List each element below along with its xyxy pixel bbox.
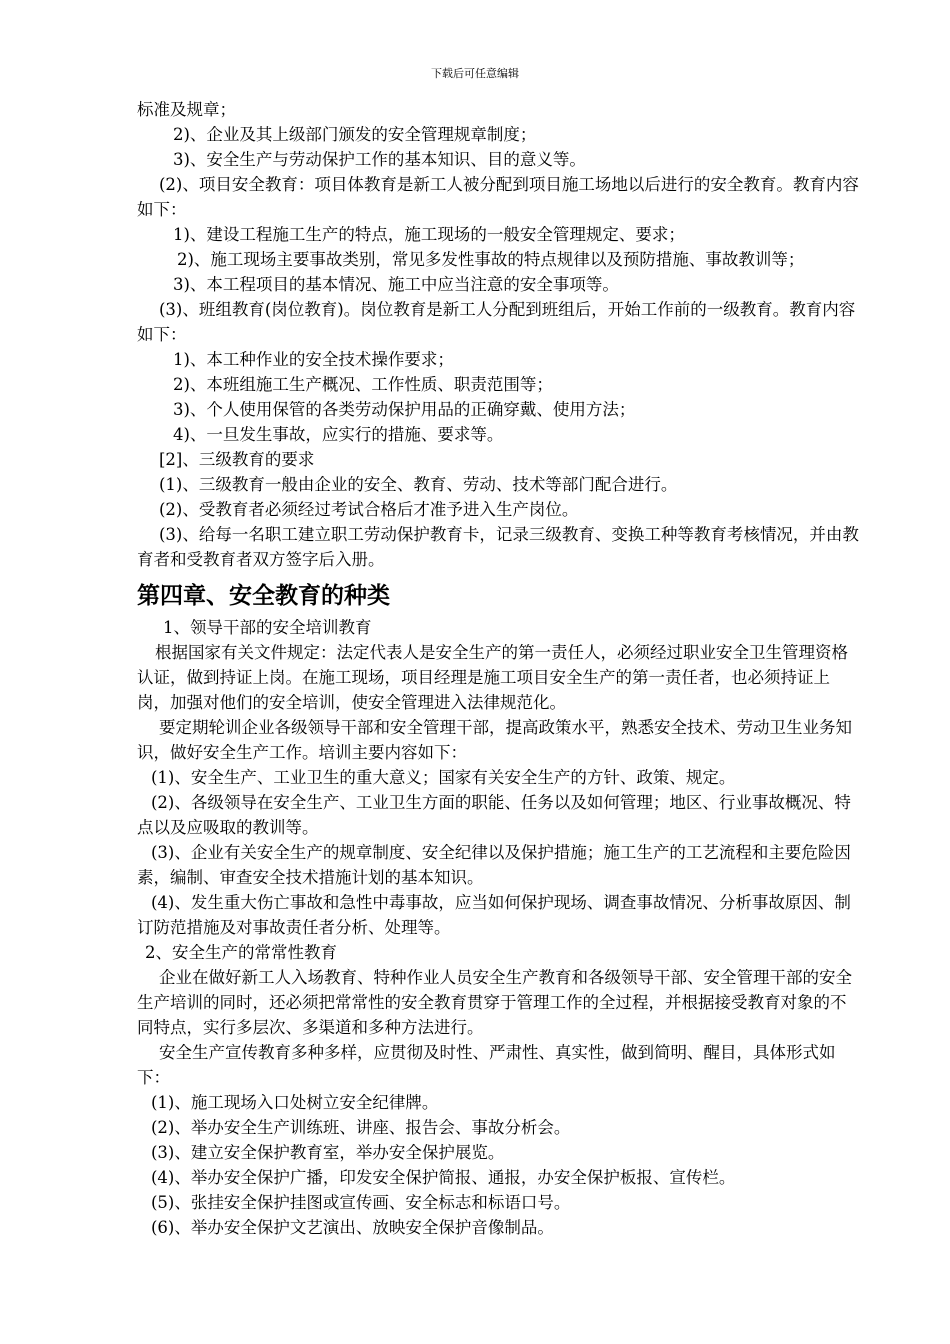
section-subtitle: [2]、三级教育的要求 xyxy=(159,450,315,469)
section-title: 1、领导干部的安全培训教育 xyxy=(163,618,372,637)
paragraph: 根据国家有关文件规定：法定代表人是安全生产的第一责任人，必须经过职业安全卫生管理资格认证，做到持证上岗。在施工现场，项目经理是施工项目安全生产的第一责任者，也必须持证上岗，加强对他们的安全培训，使安全管理进入法律规范化。 xyxy=(137,643,848,712)
list-item: (2)、受教育者必须经过考试合格后才准予进入生产岗位。 xyxy=(159,500,579,519)
chapter-title: 第四章、安全教育的种类 xyxy=(137,583,390,609)
list-item: 2)、企业及其上级部门颁发的安全管理规章制度； xyxy=(173,125,537,144)
list-item: 1)、建设工程施工生产的特点，施工现场的一般安全管理规定、要求； xyxy=(173,225,685,244)
page-header: 下载后可任意编辑 xyxy=(431,67,519,80)
list-item: (6)、举办安全保护文艺演出、放映安全保护音像制品。 xyxy=(151,1218,554,1237)
paragraph-project-education: (2)、项目安全教育：项目体教育是新工人被分配到项目施工场地以后进行的安全教育。教育内容如下： xyxy=(137,175,859,219)
list-item: (4)、举办安全保护广播，印发安全保护简报、通报，办安全保护板报、宣传栏。 xyxy=(151,1168,736,1187)
list-item: (3)、企业有关安全生产的规章制度、安全纪律以及保护措施；施工生产的工艺流程和主要危险因素，编制、审查安全技术措施计划的基本知识。 xyxy=(137,843,851,887)
document-body xyxy=(137,97,862,1240)
list-item: (1)、三级教育一般由企业的安全、教育、劳动、技术等部门配合进行。 xyxy=(159,475,678,494)
paragraph: 要定期轮训企业各级领导干部和安全管理干部，提高政策水平，熟悉安全技术、劳动卫生业务知识，做好安全生产工作。培训主要内容如下： xyxy=(137,718,852,762)
list-item: 1)、本工种作业的安全技术操作要求； xyxy=(173,350,454,369)
list-item: 2)、本班组施工生产概况、工作性质、职责范围等； xyxy=(173,375,553,394)
list-item: (1)、安全生产、工业卫生的重大意义；国家有关安全生产的方针、政策、规定。 xyxy=(151,768,736,787)
list-item: 3)、个人使用保管的各类劳动保护用品的正确穿戴、使用方法； xyxy=(173,400,636,419)
paragraph: 安全生产宣传教育多种多样，应贯彻及时性、严肃性、真实性，做到简明、醒目，具体形式如下： xyxy=(137,1043,836,1087)
list-item: (2)、举办安全生产训练班、讲座、报告会、事故分析会。 xyxy=(151,1118,571,1137)
list-item: (1)、施工现场入口处树立安全纪律牌。 xyxy=(151,1093,439,1112)
section-title: 2、安全生产的常常性教育 xyxy=(145,943,337,962)
text-line: 标准及规章； xyxy=(137,100,236,119)
paragraph: 企业在做好新工人入场教育、特种作业人员安全生产教育和各级领导干部、安全管理干部的安全生产培训的同时，还必须把常常性的安全教育贯穿于管理工作的全过程，并根据接受教育对象的不同特点，实行多层次、多渠道和多种方法进行。 xyxy=(137,968,852,1037)
paragraph-team-education: (3)、班组教育(岗位教育)。岗位教育是新工人分配到班组后，开始工作前的一级教育。教育内容如下： xyxy=(137,300,856,344)
list-item: 4)、一旦发生事故，应实行的措施、要求等。 xyxy=(173,425,504,444)
list-item: 2)、施工现场主要事故类别，常见多发性事故的特点规律以及预防措施、事故教训等； xyxy=(177,250,805,269)
list-item: (3)、建立安全保护教育室，举办安全保护展览。 xyxy=(151,1143,505,1162)
list-item: (5)、张挂安全保护挂图或宣传画、安全标志和标语口号。 xyxy=(151,1193,571,1212)
list-item: (4)、发生重大伤亡事故和急性中毒事故，应当如何保护现场、调查事故情况、分析事故原因、制订防范措施及对事故责任者分析、处理等。 xyxy=(137,893,851,937)
list-item: 3)、本工程项目的基本情况、施工中应当注意的安全事项等。 xyxy=(173,275,619,294)
list-item: 3)、安全生产与劳动保护工作的基本知识、目的意义等。 xyxy=(173,150,586,169)
list-item: (3)、给每一名职工建立职工劳动保护教育卡，记录三级教育、变换工种等教育考核情况，并由教育者和受教育者双方签字后入册。 xyxy=(137,525,859,569)
list-item: (2)、各级领导在安全生产、工业卫生方面的职能、任务以及如何管理；地区、行业事故概况、特点以及应吸取的教训等。 xyxy=(137,793,851,837)
